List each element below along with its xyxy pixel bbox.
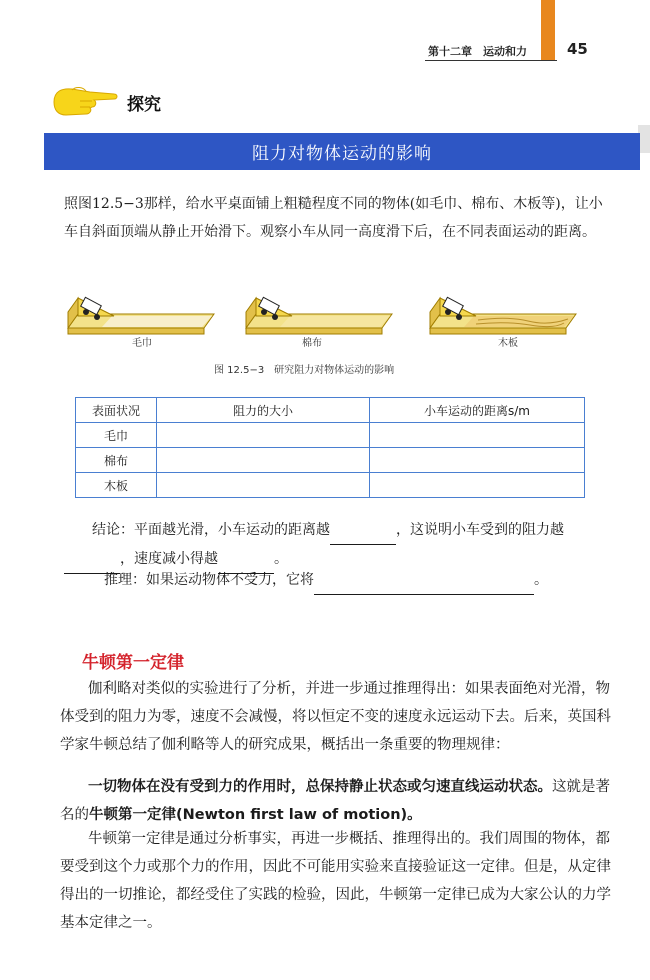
pointing-hand-icon	[50, 82, 120, 118]
table-cell-empty[interactable]	[157, 448, 370, 473]
law-name-suffix: 。	[407, 807, 422, 823]
figure-caption: 图 12.5−3 研究阻力对物体运动的影响	[214, 365, 395, 376]
table-row	[76, 423, 585, 448]
reasoning-text	[104, 566, 604, 595]
experiment-title: 阻力对物体运动的影响	[252, 144, 432, 164]
table-header-distance: 小车运动的距离s/m	[370, 398, 585, 423]
figure-label-cotton: 棉布	[302, 338, 322, 349]
answer-blank-reasoning[interactable]	[314, 566, 534, 595]
data-table	[75, 397, 585, 498]
figure-label-towel: 毛巾	[132, 338, 152, 349]
newton-law-paragraph	[60, 773, 616, 829]
reasoning-part1: 推理：如果运动物体不受力，它将	[104, 572, 314, 588]
table-header-row	[76, 398, 585, 423]
law-name: 牛顿第一定律(Newton first law of motion)	[89, 807, 408, 823]
conclusion-part1: 结论：平面越光滑，小车运动的距离越	[92, 522, 330, 538]
table-cell-empty[interactable]	[157, 423, 370, 448]
table-cell-empty[interactable]	[157, 473, 370, 498]
ramp-cotton-illustration	[244, 292, 394, 340]
table-cell-empty[interactable]	[370, 448, 585, 473]
answer-blank-distance[interactable]	[330, 516, 396, 545]
table-row	[76, 448, 585, 473]
page-number: 45	[567, 40, 588, 58]
galileo-paragraph: 伽利略对类似的实验进行了分析，并进一步通过推理得出：如果表面绝对光滑，物体受到的阻力为零，速度不会减慢，将以恒定不变的速度永远运动下去。后来，英国科学家牛顿总结了伽利略等人的研究成果，概括出一条重要的物理规律：	[60, 681, 611, 753]
table-cell-surface: 毛巾	[76, 423, 157, 448]
experiment-title-banner	[44, 133, 640, 170]
figure-cotton	[244, 292, 394, 349]
law-statement: 一切物体在没有受到力的作用时，总保持静止状态或匀速直线运动状态。	[88, 779, 552, 795]
table-cell-surface: 棉布	[76, 448, 157, 473]
conclusion-part3: ，速度减小得越	[120, 551, 218, 567]
experiment-instructions: 照图12.5−3那样，给水平桌面铺上粗糙程度不同的物体(如毛巾、棉布、木板等)，让小车自斜面顶端从静止开始滑下。观察小车从同一高度滑下后，在不同表面运动的距离。	[64, 196, 603, 240]
chapter-tab-decoration	[541, 0, 555, 60]
conclusion-part2: ，这说明小车受到的阻力越	[396, 522, 564, 538]
table-cell-surface: 木板	[76, 473, 157, 498]
header-divider	[425, 60, 557, 61]
ramp-towel-illustration	[66, 292, 216, 340]
table-header-resistance: 阻力的大小	[157, 398, 370, 423]
ramp-wood-illustration	[428, 292, 578, 340]
chapter-title: 第十二章 运动和力	[428, 45, 527, 58]
figure-towel	[66, 292, 216, 349]
newton-section-heading: 牛顿第一定律	[82, 653, 184, 673]
table-cell-empty[interactable]	[370, 473, 585, 498]
newton-explanation-paragraph: 牛顿第一定律是通过分析事实，再进一步概括、推理得出的。我们周围的物体，都要受到这个力或那个力的作用，因此不可能用实验来直接验证这一定律。但是，从定律得出的一切推论，都经受住了实践的检验，因此，牛顿第一定律已成为大家公认的力学基本定律之一。	[60, 831, 611, 931]
section-label-explore: 探究	[127, 95, 161, 115]
table-row	[76, 473, 585, 498]
reasoning-part2: 。	[534, 572, 548, 588]
conclusion-part4: 。	[274, 551, 288, 567]
table-header-surface: 表面状况	[76, 398, 157, 423]
table-cell-empty[interactable]	[370, 423, 585, 448]
figure-wood	[428, 292, 578, 349]
figure-label-wood: 木板	[498, 338, 518, 349]
law-name-prefix: 这就是著名的	[60, 779, 610, 823]
